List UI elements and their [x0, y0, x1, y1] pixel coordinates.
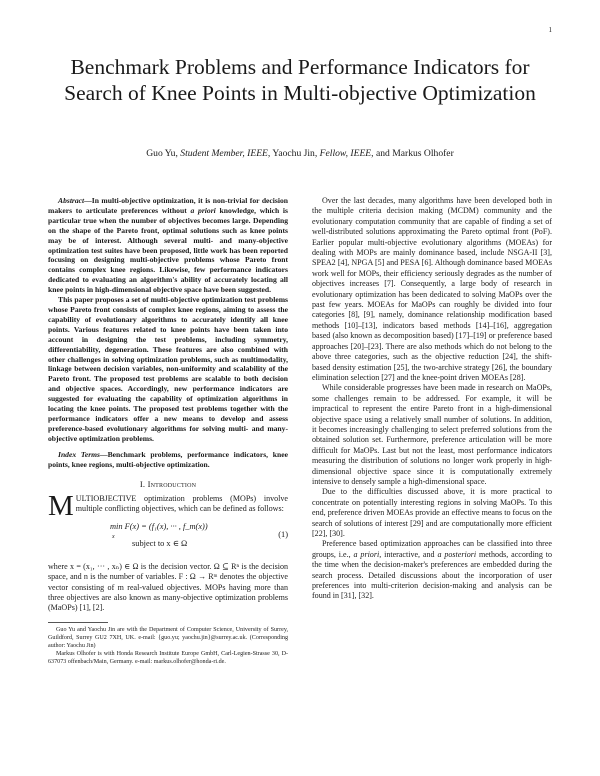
right-column	[312, 196, 552, 602]
intro-paragraph-2: where x = (x₁, ··· , xₙ) ∈ Ω is the decision vector. Ω ⊆ Rⁿ is the decision space, and n is the number of variables. F : Ω → Rᵐ denotes the objective vector consisting of m real-valued objectives. MOPs having more than three objectives are also known as many-objective optimization problems (MaOPs) [1], [2].	[48, 561, 288, 613]
abstract-lead: Abstract	[58, 196, 85, 205]
right-paragraph-2: While considerable progresses have been made in research on MaOPs, some challenges remain to be addressed. For example, it will be impractical to represent the entire Pareto front in a high-dimensional objective space using a relatively small number of solutions. In addition, it becomes increasingly challenging to select preferred solutions from the obtained solution set. Furthermore, preference articulation will be more difficult for MaOPs. Last but not the least, most performance indicators measuring the distribution of solutions no longer work properly in high-dimensional objective space since it is computationally extremely intensive to densely sample a high-dimensional space.	[312, 383, 552, 486]
drop-cap: M	[48, 489, 74, 522]
paper-title: Benchmark Problems and Performance Indicators for Search of Knee Points in Multi-objective Optimization	[64, 55, 536, 105]
equation-subscript: x	[112, 533, 115, 540]
footnote-rule	[48, 622, 108, 623]
right-paragraph-1: Over the last decades, many algorithms have been developed both in the multiple criteria decision making (MCDM) community and the evolutionary computation community that are capable of finding a set of well-distributed solutions approximating the Pareto optimal front (PoF). Earlier popular multi-objective evolutionary algorithms (MOEAs) for dealing with MOPs are mainly dominance based, include NSGA-II [3], SPEA2 [4], NPGA [5] and PESA [6]. Although dominance based MOEAs work well for MOPs, their efficiency seriously degrades as the number of objectives increases [7]. Consequently, a large body of research in evolutionary optimization has been dedicated to solving MaOPs over the past few years. MOEAs for MaOPs can roughly be divided into four categories [8], [9], namely, dominance relationship modification based methods [10]–[13], indicators based methods [14]–[16], aggregation based (also known as decomposition based) [17]–[19] or preference based approaches [20]–[23]. There are also methods which do not belong to the above three categories, such as the objective reduction [24], the shift-based density estimation [25], the two-archive strategy [26], the boundary elimination selection [27] and the knee-point driven MOEAs [28].	[312, 196, 552, 382]
footnote-2: Markus Olhofer is with Honda Research Institute Europe GmbH, Carl-Legien-Strasse 30, D-637073 offenbach/Main, Germany. e-mail: markus.olhofer@honda-ri.de.	[48, 650, 288, 665]
equation-line-2: subject to x ∈ Ω	[132, 538, 188, 548]
right-paragraph-4	[312, 539, 552, 601]
page-number: 1	[548, 26, 552, 34]
abstract-paragraph-1	[48, 196, 288, 295]
equation-line-1: min F(x) = (f₁(x), ··· , f_m(x)) x	[110, 522, 208, 532]
index-terms	[48, 450, 288, 470]
abstract-text-1a: —In multi-objective optimization, it is non-trivial for decision makers to articulate preferences without	[48, 196, 288, 215]
author-1: Guo Yu,	[146, 148, 178, 159]
author-2: Yaochu Jin,	[272, 148, 318, 159]
intro-paragraph-1	[48, 489, 288, 522]
abstract-italic: a priori	[190, 205, 216, 215]
right-text-4b: , interactive, and	[379, 549, 438, 559]
right-italic-2: a posteriori	[437, 549, 477, 559]
intro-text-1: optimization problems (MOPs) involve multiple conflicting objectives, which can be defined as follows:	[75, 493, 288, 514]
section-heading-introduction: I. Introduction	[139, 479, 197, 490]
right-text-4a: Preference based optimization approaches can be classified into three groups, i.e.,	[312, 539, 552, 559]
left-column	[48, 196, 288, 666]
index-terms-lead: Index Terms	[58, 449, 101, 459]
equation-number: (1)	[278, 529, 288, 539]
right-text-4c: methods, according to the time when the decision-maker's preferences are embedded during the search process. Detailed discussions about the incorporation of user preferences into multi-criterion decision-making and analysis can be found in [31], [32].	[312, 549, 552, 601]
index-terms-text: —Benchmark problems, performance indicators, knee points, knee regions, multi-objective optimization.	[48, 449, 288, 469]
author-2-role: Fellow, IEEE,	[319, 148, 374, 159]
right-paragraph-3: Due to the difficulties discussed above, it is more practical to concentrate on potentially interesting regions in solving MaOPs. To this end, preference driven MOEAs provide an effective means to focus on the search of solutions of interest [29] and are computationally more efficient [22], [30].	[312, 487, 552, 538]
abstract-paragraph-2: This paper proposes a set of multi-objective optimization test problems whose Pareto front consists of complex knee regions, aiming to assess the capability of evolutionary algorithms to accurately identify all knee points. Various features related to knee points have been taken into account in designing the test problems, including symmetry, differentiability, degeneration. These features are also combined with other challenges in solving optimization problems, such as multimodality, linkage between decision variables, non-uniformity and scalability of the Pareto front. The proposed test problems are scalable to both decision and objective spaces. Accordingly, new performance indicators are suggested for evaluating the capability of optimization algorithms in locating the knee points. The proposed test problems together with the performance indicators offer a new means to develop and assess preference-based evolutionary algorithms for solving multi- and many-objective optimization problems.	[48, 295, 288, 443]
author-1-role: Student Member, IEEE,	[180, 148, 271, 159]
author-line	[40, 148, 560, 160]
equation-1	[48, 522, 288, 556]
right-italic-1: a priori	[353, 549, 380, 559]
intro-caps-word: ULTIOBJECTIVE	[75, 493, 137, 503]
author-3: and Markus Olhofer	[375, 148, 454, 159]
abstract-text-1b: knowledge, which is particular true when the number of objectives becomes large. Depending on the shape of the Pareto front, optimal solutions such as knee points may be of interest. Although several multi- and many-objective optimization test suites have been proposed, little work has been reported focusing on designing multi-objective problems whose Pareto front contains complex knee regions. Likewise, few performance indicators dedicated to evaluating an algorithm's ability of accurately locating all knee points in high-dimensional objective space have been suggested.	[48, 205, 288, 295]
footnote-1: Guo Yu and Yaochu Jin are with the Department of Computer Science, University of Surrey, Guildford, Surrey GU2 7XH, UK. e-mail: {guo.yu; yaochu.jin}@surrey.ac.uk. (Corresponding author: Yaochu Jin)	[48, 626, 288, 649]
